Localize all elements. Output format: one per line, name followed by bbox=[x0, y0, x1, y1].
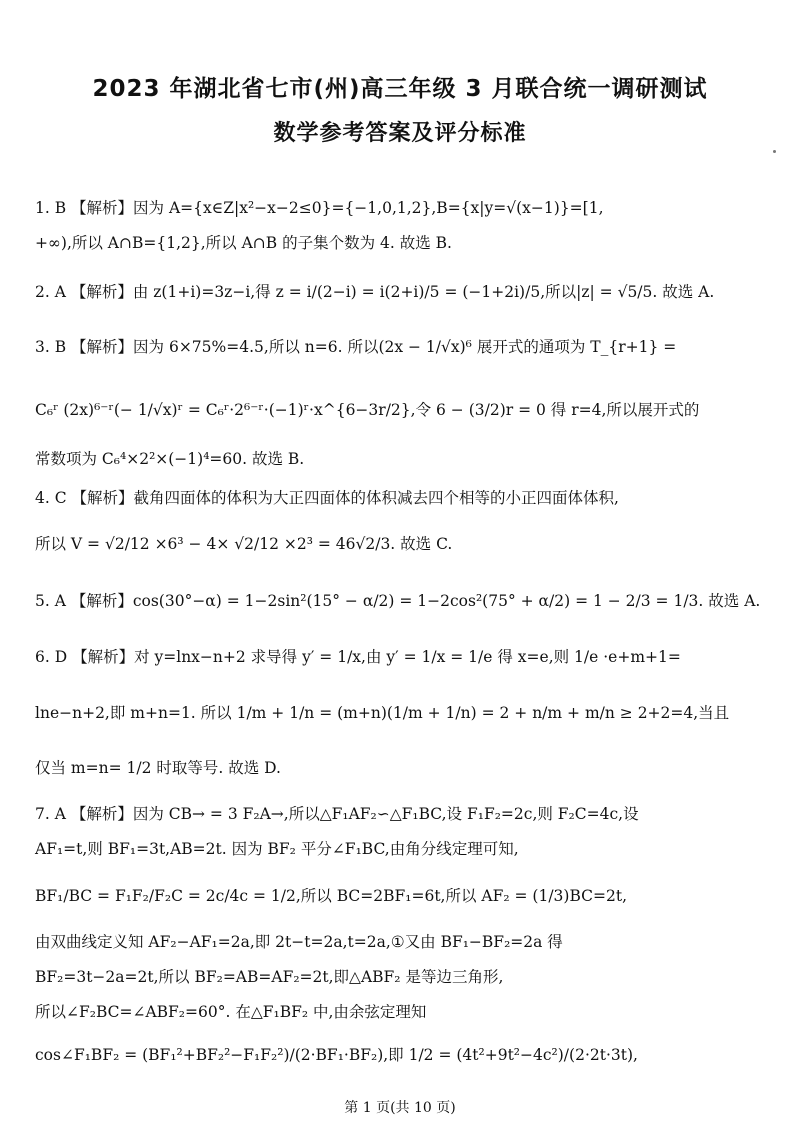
q7-line-2: AF₁=t,则 BF₁=3t,AB=2t. 因为 BF₂ 平分∠F₁BC,由角分线定理可知, bbox=[35, 840, 519, 858]
q3-line-3: 常数项为 C₆⁴×2²×(−1)⁴=60. 故选 B. bbox=[35, 450, 305, 468]
q3-line-1: 3. B 【解析】因为 6×75%=4.5,所以 n=6. 所以(2x − 1/√x)⁶ 展开式的通项为 T_{r+1} = bbox=[35, 338, 677, 356]
q7-line-7: cos∠F₁BF₂ = (BF₁²+BF₂²−F₁F₂²)/(2·BF₁·BF₂),即 1/2 = (4t²+9t²−4c²)/(2·2t·3t), bbox=[35, 1046, 638, 1064]
q1-line-1: 1. B 【解析】因为 A={x∈Z|x²−x−2≤0}={−1,0,1,2},B={x|y=√(x−1)}=[1, bbox=[35, 199, 604, 217]
q6-line-3: 仅当 m=n= 1/2 时取等号. 故选 D. bbox=[35, 759, 281, 777]
q4-line-2: 所以 V = √2/12 ×6³ − 4× √2/12 ×2³ = 46√2/3. 故选 C. bbox=[35, 535, 453, 553]
q5-line-1: 5. A 【解析】cos(30°−α) = 1−2sin²(15° − α/2) = 1−2cos²(75° + α/2) = 1 − 2/3 = 1/3. 故选 A. bbox=[35, 592, 761, 610]
document-title: 2023 年湖北省七市(州)高三年级 3 月联合统一调研测试 bbox=[92, 76, 708, 102]
q7-line-5: BF₂=3t−2a=2t,所以 BF₂=AB=AF₂=2t,即△ABF₂ 是等边三角形, bbox=[35, 968, 504, 986]
document-subtitle: 数学参考答案及评分标准 bbox=[273, 121, 527, 146]
q4-line-1: 4. C 【解析】截角四面体的体积为大正四面体的体积减去四个相等的小正四面体体积, bbox=[35, 489, 619, 507]
q2-line-1: 2. A 【解析】由 z(1+i)=3z−i,得 z = i/(2−i) = i(2+i)/5 = (−1+2i)/5,所以|z| = √5/5. 故选 A. bbox=[35, 283, 715, 301]
q7-line-3: BF₁/BC = F₁F₂/F₂C = 2c/4c = 1/2,所以 BC=2BF₁=6t,所以 AF₂ = (1/3)BC=2t, bbox=[35, 887, 627, 905]
q7-line-4: 由双曲线定义知 AF₂−AF₁=2a,即 2t−t=2a,t=2a,①又由 BF₁−BF₂=2a 得 bbox=[35, 933, 563, 951]
q7-line-6: 所以∠F₂BC=∠ABF₂=60°. 在△F₁BF₂ 中,由余弦定理知 bbox=[35, 1003, 427, 1021]
q6-line-1: 6. D 【解析】对 y=lnx−n+2 求导得 y′ = 1/x,由 y′ = 1/x = 1/e 得 x=e,则 1/e ·e+m+1= bbox=[35, 648, 681, 666]
q7-line-1: 7. A 【解析】因为 CB→ = 3 F₂A→,所以△F₁AF₂∽△F₁BC,设 F₁F₂=2c,则 F₂C=4c,设 bbox=[35, 805, 639, 823]
q1-line-2: +∞),所以 A∩B={1,2},所以 A∩B 的子集个数为 4. 故选 B. bbox=[35, 234, 452, 252]
page-number: 第 1 页(共 10 页) bbox=[344, 1100, 456, 1116]
scan-speck bbox=[773, 150, 776, 153]
q3-line-2: C₆ʳ (2x)⁶⁻ʳ(− 1/√x)ʳ = C₆ʳ·2⁶⁻ʳ·(−1)ʳ·x^{6−3r/2},令 6 − (3/2)r = 0 得 r=4,所以展开式的 bbox=[35, 401, 700, 419]
q6-line-2: lne−n+2,即 m+n=1. 所以 1/m + 1/n = (m+n)(1/m + 1/n) = 2 + n/m + m/n ≥ 2+2=4,当且 bbox=[35, 704, 730, 722]
